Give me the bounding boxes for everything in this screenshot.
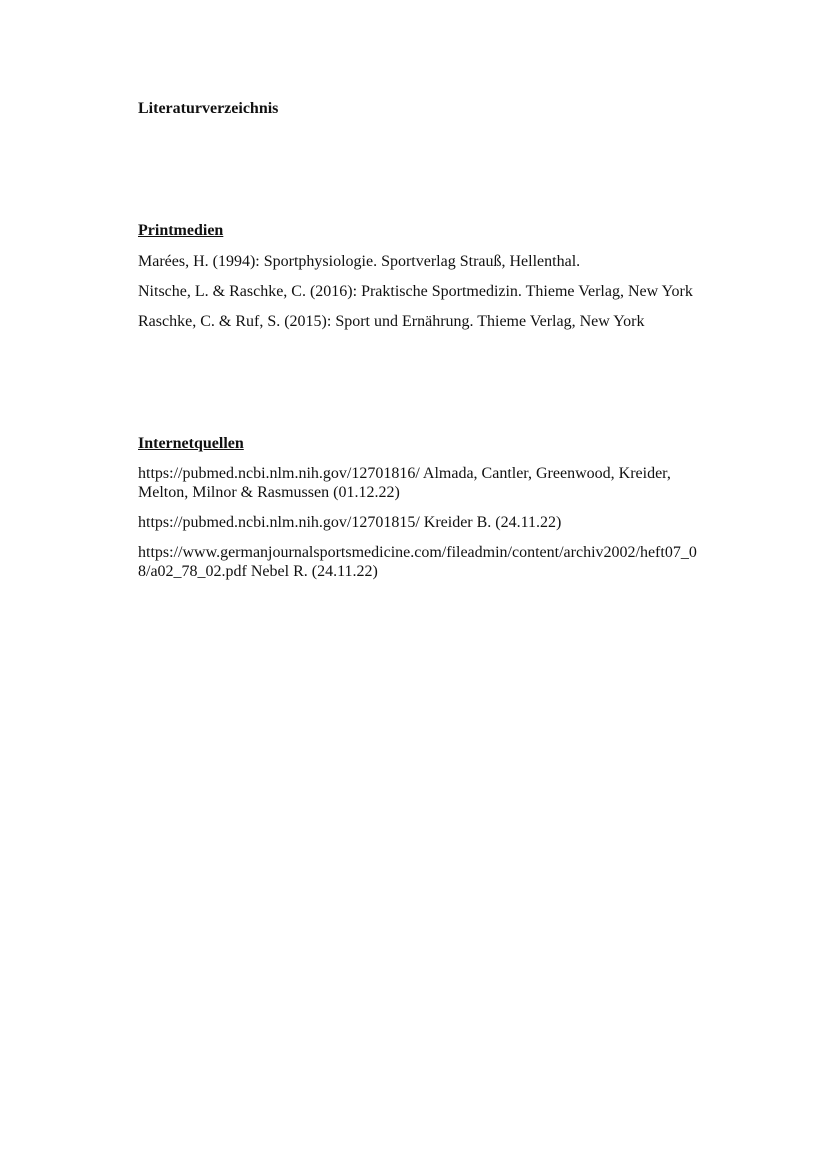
print-reference-list bbox=[138, 252, 738, 342]
web-reference-list bbox=[138, 464, 738, 592]
reference-entry: Nitsche, L. & Raschke, C. (2016): Praktische Sportmedizin. Thieme Verlag, New York bbox=[138, 283, 693, 300]
reference-line: Melton, Milnor & Rasmussen (01.12.22) bbox=[138, 484, 400, 501]
reference-line: https://www.germanjournalsportsmedicine.com/fileadmin/content/archiv2002/heft07_0 bbox=[138, 544, 697, 561]
web-reference-entry bbox=[138, 513, 738, 532]
page-title: Literaturverzeichnis bbox=[138, 100, 279, 117]
section-heading-internetquellen: Internetquellen bbox=[138, 435, 244, 452]
reference-line: https://pubmed.ncbi.nlm.nih.gov/12701816/ Almada, Cantler, Greenwood, Kreider, bbox=[138, 465, 671, 482]
section-heading-printmedien: Printmedien bbox=[138, 222, 224, 239]
web-reference-entry bbox=[138, 543, 738, 581]
reference-entry: Raschke, C. & Ruf, S. (2015): Sport und Ernährung. Thieme Verlag, New York bbox=[138, 313, 645, 330]
web-reference-entry bbox=[138, 464, 738, 502]
reference-line: 8/a02_78_02.pdf Nebel R. (24.11.22) bbox=[138, 563, 378, 580]
reference-entry: Marées, H. (1994): Sportphysiologie. Sportverlag Strauß, Hellenthal. bbox=[138, 253, 581, 270]
reference-line: https://pubmed.ncbi.nlm.nih.gov/12701815/ Kreider B. (24.11.22) bbox=[138, 514, 562, 531]
